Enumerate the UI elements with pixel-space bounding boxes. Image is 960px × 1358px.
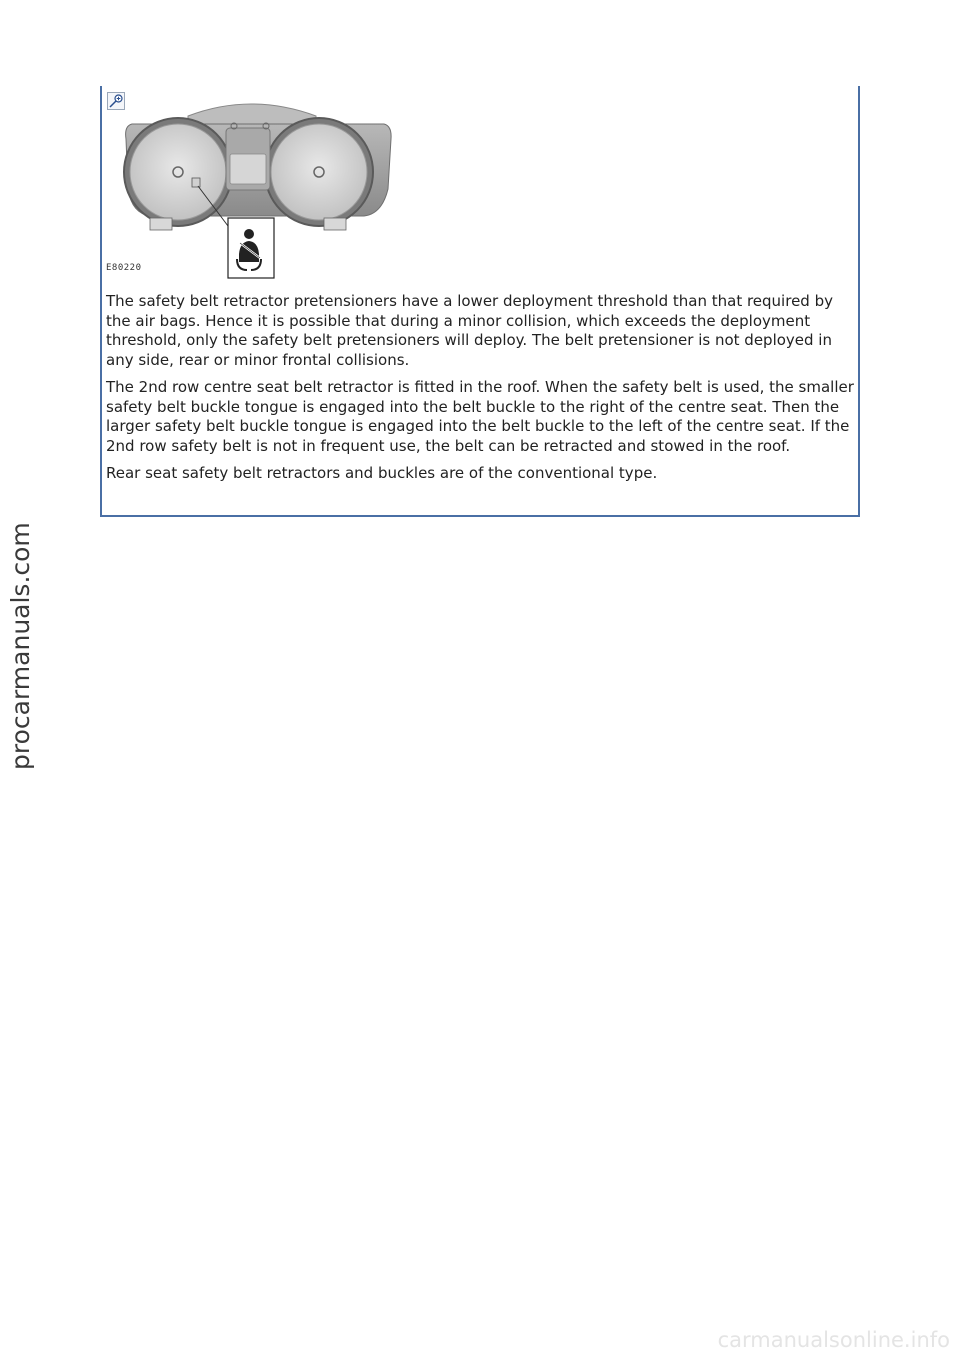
zoom-icon[interactable] <box>107 92 125 110</box>
instrument-cluster-figure <box>106 94 396 286</box>
paragraph-centre-seat-belt: The 2nd row centre seat belt retractor is fitted in the roof. When the safety belt is used, the smaller safety belt buckle tongue is engaged into the belt buckle to the right of the centre seat. Then the larger safety belt buckle tongue is engaged into the belt buckle to the left of the centre seat. If the 2nd row safety belt is not in frequent use, the belt can be retracted and stowed in the roof. <box>106 378 854 455</box>
bottom-watermark: carmanualsonline.info <box>717 1328 950 1352</box>
side-watermark: procarmanuals.com <box>6 522 35 770</box>
paragraph-rear-seat-belts: Rear seat safety belt retractors and buckles are of the conventional type. <box>106 464 658 482</box>
figure-code: E80220 <box>106 263 142 273</box>
body-text <box>106 292 858 492</box>
instrument-cluster-illustration <box>106 94 396 286</box>
paragraph-pretensioner-threshold: The safety belt retractor pretensioners have a lower deployment threshold than that required by the air bags. Hence it is possible that during a minor collision, which exceeds the deployment threshold, only the safety belt pretensioners will deploy. The belt pretensioner is not deployed in any side, rear or minor frontal collisions. <box>106 292 833 369</box>
content-frame <box>100 86 860 517</box>
